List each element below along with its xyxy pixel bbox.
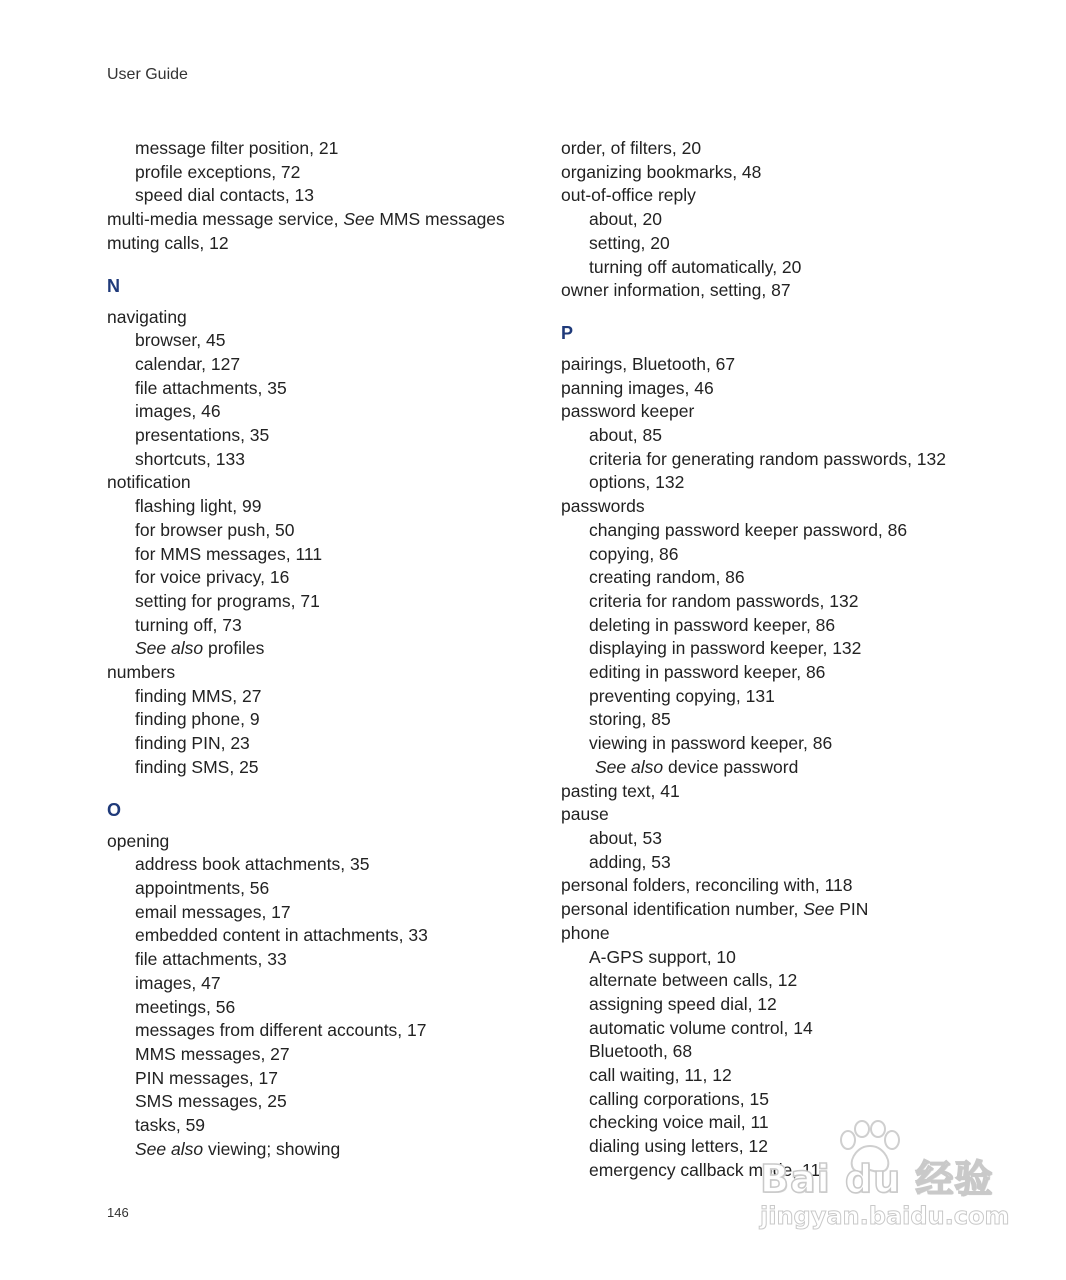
- entry-text: profiles: [203, 638, 265, 659]
- section-letter-p: P: [561, 322, 574, 343]
- index-subentry: finding MMS, 27: [135, 685, 262, 706]
- index-subentry: shortcuts, 133: [135, 448, 245, 469]
- index-subentry: alternate between calls, 12: [589, 970, 798, 991]
- index-subentry: images, 47: [135, 972, 221, 993]
- index-subentry: about, 53: [589, 827, 662, 848]
- index-subentry: A-GPS support, 10: [589, 946, 736, 967]
- index-subentry: deleting in password keeper, 86: [589, 614, 836, 635]
- index-subentry: finding phone, 9: [135, 709, 260, 730]
- index-subentry: appointments, 56: [135, 877, 270, 898]
- index-entry-out-of-office: out-of-office reply: [561, 185, 696, 206]
- index-subentry: speed dial contacts, 13: [135, 185, 315, 206]
- see-reference: See: [343, 209, 375, 230]
- index-subentry: criteria for random passwords, 132: [589, 590, 859, 611]
- section-letter-n: N: [107, 275, 120, 296]
- index-subentry: calendar, 127: [135, 353, 241, 374]
- index-see-also: [107, 637, 547, 661]
- see-also-reference: See also: [135, 638, 204, 659]
- page-number: 146: [107, 1205, 129, 1220]
- index-subentry: for voice privacy, 16: [135, 567, 290, 588]
- index-subentry: dialing using letters, 12: [589, 1136, 768, 1157]
- index-entry-pause: pause: [561, 804, 609, 825]
- index-subentry: file attachments, 33: [135, 949, 287, 970]
- index-subentry: editing in password keeper, 86: [589, 662, 826, 683]
- index-subentry: embedded content in attachments, 33: [135, 925, 428, 946]
- index-subentry: email messages, 17: [135, 901, 291, 922]
- index-subentry: about, 85: [589, 425, 662, 446]
- index-subentry: automatic volume control, 14: [589, 1017, 813, 1038]
- index-entry: muting calls, 12: [107, 232, 229, 253]
- see-also-reference: See also: [595, 756, 664, 777]
- index-entry: pasting text, 41: [561, 780, 680, 801]
- index-entry: owner information, setting, 87: [561, 280, 791, 301]
- index-subentry: criteria for generating random passwords, 132: [589, 448, 946, 469]
- index-entry-password-keeper: password keeper: [561, 401, 695, 422]
- index-subentry: creating random, 86: [589, 567, 745, 588]
- index-entry-phone: phone: [561, 922, 610, 943]
- index-subentry: displaying in password keeper, 132: [589, 638, 862, 659]
- index-entry-mms: [107, 208, 547, 232]
- index-subentry: turning off, 73: [135, 614, 242, 635]
- watermark-url: jingyan.baidu.com: [760, 1202, 1010, 1230]
- index-subentry: for browser push, 50: [135, 519, 295, 540]
- index-subentry: message filter position, 21: [135, 138, 339, 158]
- watermark-logo-text: Bai du 经验: [760, 1157, 994, 1201]
- index-subentry: MMS messages, 27: [135, 1043, 290, 1064]
- index-subentry: browser, 45: [135, 330, 226, 351]
- see-also-reference: See also: [135, 1138, 204, 1159]
- index-subentry: flashing light, 99: [135, 496, 262, 517]
- index-entry-pin: [561, 898, 1001, 922]
- index-subentry: messages from different accounts, 17: [135, 1020, 427, 1041]
- index-subentry: finding PIN, 23: [135, 733, 250, 754]
- entry-text: MMS messages: [374, 209, 505, 230]
- index-subentry: viewing in password keeper, 86: [589, 733, 833, 754]
- index-subentry: profile exceptions, 72: [135, 161, 301, 182]
- index-subentry: presentations, 35: [135, 425, 270, 446]
- index-subentry: about, 20: [589, 209, 662, 230]
- index-subentry: SMS messages, 25: [135, 1091, 287, 1112]
- index-entry: pairings, Bluetooth, 67: [561, 353, 736, 374]
- index-subentry: setting for programs, 71: [135, 590, 320, 611]
- see-reference: See: [803, 899, 835, 920]
- index-column-right: [561, 137, 1001, 1183]
- index-entry-opening: opening: [107, 830, 170, 851]
- entry-text: viewing; showing: [203, 1138, 341, 1159]
- baidu-watermark: [756, 1120, 1010, 1240]
- running-header: User Guide: [107, 66, 188, 83]
- index-subentry: file attachments, 35: [135, 377, 287, 398]
- index-entry: personal folders, reconciling with, 118: [561, 875, 853, 896]
- section-letter-o: O: [107, 799, 122, 820]
- index-subentry: changing password keeper password, 86: [589, 519, 908, 540]
- index-subentry: storing, 85: [589, 709, 671, 730]
- index-subentry: turning off automatically, 20: [589, 256, 802, 277]
- entry-text: personal identification number,: [561, 899, 804, 920]
- entry-text: device password: [663, 756, 799, 777]
- entry-text: multi-media message service,: [107, 209, 344, 230]
- index-subentry: preventing copying, 131: [589, 685, 775, 706]
- index-subentry: finding SMS, 25: [135, 756, 259, 777]
- index-subentry: PIN messages, 17: [135, 1067, 278, 1088]
- index-subentry: options, 132: [589, 472, 685, 493]
- index-subentry: assigning speed dial, 12: [589, 993, 777, 1014]
- index-subentry: tasks, 59: [135, 1115, 206, 1136]
- index-entry-navigating: navigating: [107, 306, 187, 327]
- index-entry-numbers: numbers: [107, 662, 176, 683]
- index-entry: order, of filters, 20: [561, 138, 702, 158]
- index-subentry: images, 46: [135, 401, 221, 422]
- index-subentry: emergency callback mode, 11: [589, 1159, 821, 1180]
- index-subentry: address book attachments, 35: [135, 854, 370, 875]
- index-entry: organizing bookmarks, 48: [561, 161, 762, 182]
- index-subentry: Bluetooth, 68: [589, 1041, 693, 1062]
- index-column-left: [107, 137, 547, 1161]
- index-see-also: [107, 1138, 547, 1162]
- index-entry-notification: notification: [107, 472, 191, 493]
- index-subentry: setting, 20: [589, 232, 670, 253]
- index-see-also: [561, 756, 1001, 780]
- index-subentry: adding, 53: [589, 851, 671, 872]
- index-entry-passwords: passwords: [561, 496, 645, 517]
- index-subentry: checking voice mail, 11: [589, 1112, 769, 1133]
- index-subentry: meetings, 56: [135, 996, 236, 1017]
- index-subentry: copying, 86: [589, 543, 679, 564]
- index-subentry: call waiting, 11, 12: [589, 1065, 732, 1086]
- index-subentry: for MMS messages, 111: [135, 543, 323, 564]
- entry-text: PIN: [834, 899, 869, 920]
- index-entry: panning images, 46: [561, 377, 714, 398]
- index-subentry: calling corporations, 15: [589, 1088, 769, 1109]
